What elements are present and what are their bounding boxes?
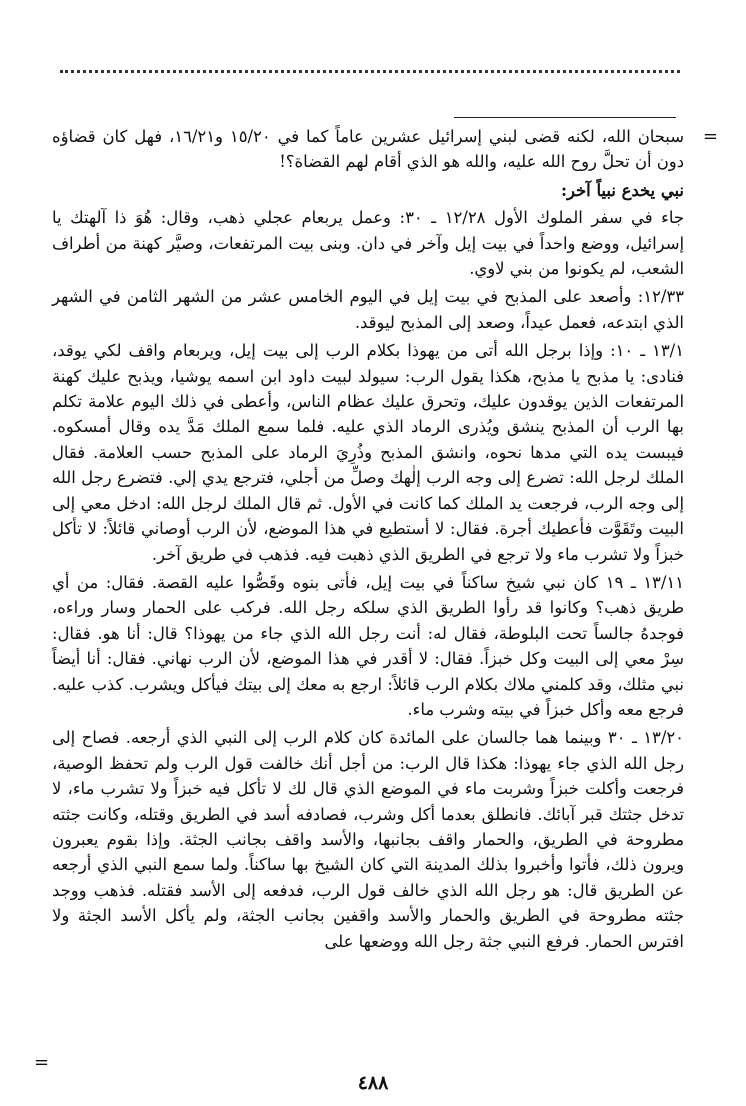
- footnote-rule: [454, 117, 676, 118]
- paragraph-kings-12-33: ١٢/٣٣: وأصعد على المذبح في بيت إيل في اليوم الخامس عشر من الشهر الثامن في الشهر الذي ابتدعه، فعمل عيداً، وصعد إلى المذبح ليوقد.: [52, 287, 684, 332]
- section-heading: نبي يخدع نبياً آخر:: [560, 180, 684, 200]
- paragraph-kings-12-28: جاء في سفر الملوك الأول ١٢/٢٨ ـ ٣٠: وعمل يربعام عجلي ذهب، وقال: هُوَ ذا آلهتك يا إسرائيل، ووضع واحداً في بيت إيل وآخر في دان. وبنى بيت المرتفعات، وصيَّر كهنة من أطراف الشعب، لم يكونوا من بني لاوي.: [52, 208, 684, 279]
- paragraph-kings-13-20: ١٣/٢٠ ـ ٣٠ وبينما هما جالسان على المائدة كان كلام الرب إلى النبي الذي أرجعه. فصاح إلى رجل الله الذي جاء يهوذا: هكذا قال الرب: من أجل أنك خالفت قول الرب ولم تحفظ الوصية، فرجعت وأكلت خبزاً وشربت ماء في الموضع الذي قال لك لا تأكل فيه خبزاً ولا تشرب ماء، لا تدخل جثتك قبر آبائك. فانطلق بعدما أكل وشرب، فصادفه أسد في الطريق وقتله، وكانت جثته مطروحة في الطريق، والحمار واقف بجانبها، والأسد واقف بجانب الجثة. وإذا بقوم يعبرون ويرون ذلك، فأتوا وأخبروا بذلك المدينة التي كان الشيخ بها ساكناً. ولما سمع النبي الذي أرجعه عن الطريق قال: هو رجل الله الذي خالف قول الرب، فدفعه إلى الأسد فقتله. فذهب ووجد جثته مطروحة في الطريق والحمار والأسد واقفين بجانب الجثة، ولم يأكل الأسد الجثة ولا افترس الحمار. فرفع النبي جثة رجل الله ووضعها على: [52, 728, 684, 951]
- page-number: ٤٨٨: [357, 1072, 389, 1094]
- paragraph-intro: سبحان الله، لكنه قضى لبني إسرائيل عشرين عاماً كما في ١٥/٢٠ و١٦/٢١، فهل كان قضاؤه دون أن تحلَّ روح الله عليه، والله هو الذي أقام لهم القضاة؟!: [52, 127, 684, 172]
- continuation-mark-end: =: [34, 1052, 50, 1073]
- continuation-mark-start: =: [702, 126, 718, 147]
- dotted-separator: [60, 70, 680, 73]
- footnote-text: [52, 124, 684, 957]
- paragraph-kings-13-1: ١٣/١ ـ ١٠: وإذا برجل الله أتى من يهوذا بكلام الرب إلى بيت إيل، ويربعام واقف لكي يوقد، فنادى: يا مذبح يا مذبح، هكذا يقول الرب: سيولد لبيت داود ابن اسمه يوشيا، ويذبح عليك كهنة المرتفعات الذين يوقدون عليك، وتحرق عليك عظام الناس، وأعطى في ذلك اليوم علامة تكلم بها الرب أن المذبح ينشق ويُذرى الرماد الذي عليه. فلما سمع الملك مَدَّ يده وقال أمسكوه. فيبست يده التي مدها نحوه، وانشق المذبح وذُرِيَ الرماد على المذبح حسب العلامة. فقال الملك لرجل الله: تضرع إلى وجه الرب إلٰهك وصلِّ من أجلي، فترجع يدي إلي. فتضرع رجل الله إلى وجه الرب، فرجعت يد الملك كما كانت في الأول. ثم قال الملك لرجل الله: ادخل معي إلى البيت وتَقَوَّت فأعطيك أجرة. فقال: لا أستطيع في هذا الموضع، لأن الرب أوصاني قائلاً: لا تأكل خبزاً ولا تشرب ماء ولا ترجع في الطريق الذي ذهبت فيه. فذهب في طريق آخر.: [52, 341, 684, 564]
- paragraph-kings-13-11: ١٣/١١ ـ ١٩ كان نبي شيخ ساكناً في بيت إيل، فأتى بنوه وقَصُّوا عليه القصة. فقال: من أي طريق ذهب؟ وكانوا قد رأوا الطريق الذي سلكه رجل الله. فركب على الحمار وسار وراءه، فوجدهُ جالساً تحت البلوطة، فقال له: أنت رجل الله الذي جاء من يهوذا؟ قال: أنا هو. فقال: سِرْ معي إلى البيت وكل خبزاً. فقال: لا أقدر في هذا الموضع، لأن الرب نهاني. فقال: أنا أيضاً نبي مثلك، وقد كلمني ملاك بكلام الرب قائلاً: ارجع به معك إلى بيتك فيأكل ويشرب. كذب عليه. فرجع معه وأكل خبزاً في بيته وشرب ماء.: [52, 572, 684, 719]
